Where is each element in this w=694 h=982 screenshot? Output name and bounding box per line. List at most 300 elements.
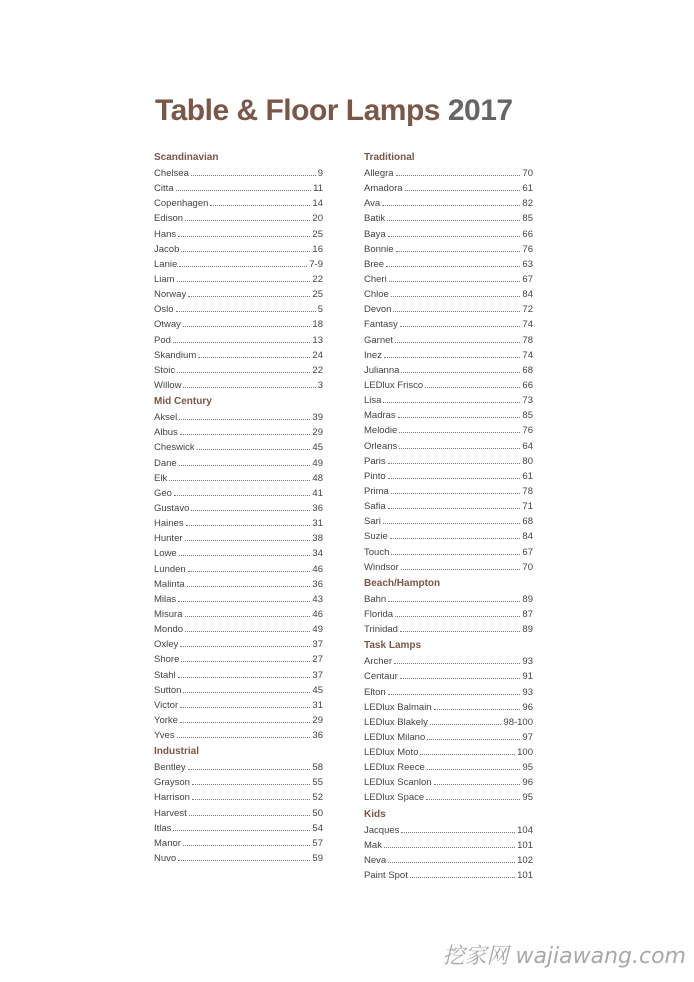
entry-name: Bahn (364, 593, 387, 605)
index-entry (154, 241, 323, 256)
entry-page: 36 (312, 578, 323, 590)
entry-page: 95 (522, 792, 533, 804)
category-heading: Task Lamps (364, 640, 422, 652)
dot-leader (198, 347, 310, 358)
entry-name: Julianna (364, 364, 400, 376)
entry-name: Yorke (154, 714, 178, 726)
entry-page: 76 (522, 243, 533, 255)
entry-page: 101 (517, 839, 533, 851)
entry-page: 95 (522, 762, 533, 774)
entry-name: Willow (154, 379, 182, 391)
dot-leader (388, 684, 521, 695)
index-entry (364, 332, 533, 347)
entry-name: Sari (364, 516, 381, 528)
dot-leader (387, 210, 520, 221)
entry-name: Cheswick (154, 442, 195, 454)
index-entry (364, 165, 533, 180)
dot-leader (192, 774, 311, 785)
index-entry (364, 195, 533, 210)
entry-page: 66 (522, 379, 533, 391)
entry-name: Pinto (364, 470, 386, 482)
entry-page: 85 (522, 213, 533, 225)
entry-name: Elton (364, 686, 386, 698)
dot-leader (386, 256, 520, 267)
dot-leader (177, 271, 311, 282)
index-entry (154, 195, 323, 210)
index-entry (364, 653, 533, 668)
dot-leader (390, 528, 521, 539)
entry-page: 91 (522, 671, 533, 683)
dot-leader (180, 636, 310, 647)
dot-leader (427, 729, 520, 740)
index-entry (364, 468, 533, 483)
entry-name: Liam (154, 273, 175, 285)
dot-leader (389, 271, 521, 282)
dot-leader (197, 439, 311, 450)
dot-leader (179, 409, 310, 420)
index-entry (364, 407, 533, 422)
dot-leader (401, 559, 521, 570)
dot-leader (185, 210, 310, 221)
index-entry (154, 347, 323, 362)
entry-name: Bonnie (364, 243, 394, 255)
index-entry (364, 714, 533, 729)
index-entry (154, 409, 323, 424)
entry-name: Pod (154, 334, 171, 346)
entry-name: Baya (364, 228, 386, 240)
index-column-left (154, 150, 323, 865)
entry-page: 76 (522, 425, 533, 437)
dot-leader (388, 468, 521, 479)
entry-page: 14 (312, 198, 323, 210)
entry-page: 18 (312, 319, 323, 331)
entry-name: Neva (364, 854, 387, 866)
entry-page: 104 (517, 824, 533, 836)
dot-leader (383, 392, 520, 403)
entry-page: 46 (312, 563, 323, 575)
dot-leader (180, 424, 311, 435)
dot-leader (186, 515, 311, 526)
index-entry (364, 606, 533, 621)
entry-name: Hunter (154, 533, 183, 545)
entry-name: Touch (364, 546, 390, 558)
entry-name: LEDlux Space (364, 792, 425, 804)
dot-leader (189, 805, 311, 816)
dot-leader (188, 759, 311, 770)
category-heading: Beach/Hampton (364, 577, 441, 589)
entry-name: Jacques (364, 824, 400, 836)
entry-name: Fantasy (364, 319, 398, 331)
index-entry (154, 332, 323, 347)
entry-page: 98-100 (503, 716, 533, 728)
entry-page: 27 (312, 654, 323, 666)
entry-page: 74 (522, 319, 533, 331)
entry-name: Nuvo (154, 853, 177, 865)
entry-page: 9 (317, 168, 323, 179)
index-entry (154, 576, 323, 591)
index-entry (364, 362, 533, 377)
entry-page: 61 (522, 183, 533, 195)
index-entry (154, 286, 323, 301)
index-entry (364, 392, 533, 407)
dot-leader (400, 668, 521, 679)
entry-name: Harrison (154, 792, 190, 804)
entry-page: 63 (522, 258, 533, 270)
index-entry (364, 271, 533, 286)
dot-leader (178, 226, 310, 237)
entry-name: Elk (154, 472, 168, 484)
entry-page: 37 (312, 669, 323, 681)
entry-name: LEDlux Scanlon (364, 777, 432, 789)
category-heading: Industrial (154, 746, 200, 758)
index-entry (364, 180, 533, 195)
entry-page: 11 (313, 183, 323, 195)
dot-leader (191, 165, 316, 176)
entry-page: 102 (517, 854, 533, 866)
entry-name: Garnet (364, 334, 394, 346)
dot-leader (388, 852, 515, 863)
entry-page: 31 (312, 518, 323, 530)
watermark: 挖家网 wajiawang.com (442, 944, 686, 969)
entry-name: Norway (154, 289, 187, 301)
category-heading: Mid Century (154, 396, 212, 408)
entry-name: LEDlux Frisco (364, 379, 424, 391)
entry-page: 89 (522, 624, 533, 636)
entry-name: Mak (364, 839, 382, 851)
index-entry (154, 774, 323, 789)
entry-page: 96 (522, 701, 533, 713)
dot-leader (425, 377, 520, 388)
dot-leader (183, 316, 310, 327)
entry-page: 78 (522, 485, 533, 497)
dot-leader (388, 453, 521, 464)
dot-leader (179, 455, 311, 466)
index-entry (154, 697, 323, 712)
index-entry (154, 530, 323, 545)
dot-leader (210, 195, 310, 206)
page-title (155, 93, 513, 129)
page-title-main: Table & Floor Lamps (155, 94, 440, 127)
index-entry (154, 591, 323, 606)
entry-name: Trinidad (364, 624, 398, 636)
entry-page: 46 (312, 608, 323, 620)
index-entry (364, 483, 533, 498)
entry-page: 7-9 (309, 258, 323, 270)
index-entry (364, 668, 533, 683)
entry-name: Melodie (364, 425, 398, 437)
entry-name: Cheri (364, 273, 387, 285)
entry-page: 70 (522, 168, 533, 179)
entry-name: Albus (154, 427, 178, 439)
entry-page: 89 (522, 593, 533, 605)
entry-page: 34 (312, 548, 323, 560)
entry-page: 45 (312, 684, 323, 696)
entry-name: Misura (154, 608, 183, 620)
dot-leader (173, 332, 311, 343)
entry-name: LEDlux Blakely (364, 716, 428, 728)
entry-name: Lisa (364, 395, 382, 407)
index-entry (154, 682, 323, 697)
entry-page: 55 (312, 777, 323, 789)
entry-name: Manor (154, 837, 181, 849)
entry-page: 70 (522, 561, 533, 573)
entry-name: Allegra (364, 168, 394, 179)
entry-page: 49 (312, 624, 323, 636)
entry-name: Shore (154, 654, 180, 666)
entry-name: Skandium (154, 349, 197, 361)
dot-leader (177, 727, 311, 738)
index-entry (154, 759, 323, 774)
entry-page: 68 (522, 516, 533, 528)
index-entry (154, 165, 323, 180)
dot-leader (183, 682, 310, 693)
index-entry (364, 837, 533, 852)
entry-page: 64 (522, 440, 533, 452)
entry-page: 16 (312, 243, 323, 255)
entry-name: Inez (364, 349, 382, 361)
index-entry (364, 301, 533, 316)
entry-name: Devon (364, 304, 392, 316)
dot-leader (391, 544, 520, 555)
entry-page: 87 (522, 608, 533, 620)
entry-name: LEDlux Balmain (364, 701, 432, 713)
entry-page: 29 (312, 427, 323, 439)
entry-name: Florida (364, 608, 394, 620)
dot-leader (180, 697, 310, 708)
entry-page: 25 (312, 289, 323, 301)
dot-leader (399, 422, 520, 433)
entry-name: Bree (364, 258, 385, 270)
index-entry (154, 180, 323, 195)
entry-page: 39 (312, 412, 323, 424)
entry-page: 74 (522, 349, 533, 361)
dot-leader (384, 347, 520, 358)
entry-name: Archer (364, 656, 392, 668)
entry-name: Amadora (364, 183, 403, 195)
index-entry (364, 256, 533, 271)
index-entry (364, 544, 533, 559)
dot-leader (178, 850, 310, 861)
dot-leader (399, 438, 520, 449)
entry-name: Yves (154, 730, 175, 742)
dot-leader (185, 621, 310, 632)
index-entry (154, 805, 323, 820)
entry-page: 24 (312, 349, 323, 361)
index-entry (154, 712, 323, 727)
dot-leader (396, 165, 521, 176)
index-entry (154, 789, 323, 804)
index-entry (154, 606, 323, 621)
entry-name: LEDlux Reece (364, 762, 425, 774)
entry-page: 22 (312, 273, 323, 285)
entry-page: 67 (522, 546, 533, 558)
index-entry (154, 210, 323, 225)
entry-name: Lowe (154, 548, 177, 560)
entry-name: Haines (154, 518, 184, 530)
entry-page: 38 (312, 533, 323, 545)
entry-name: Copenhagen (154, 198, 209, 210)
index-entry (154, 470, 323, 485)
dot-leader (384, 837, 515, 848)
dot-leader (400, 621, 520, 632)
entry-page: 36 (312, 502, 323, 514)
index-entry (364, 498, 533, 513)
entry-name: Grayson (154, 777, 190, 789)
index-entry (364, 822, 533, 837)
dot-leader (426, 789, 520, 800)
entry-name: Edison (154, 213, 184, 225)
entry-name: Safia (364, 501, 386, 513)
entry-name: Ava (364, 198, 381, 210)
entry-page: 48 (312, 472, 323, 484)
dot-leader (382, 195, 520, 206)
index-entry (154, 316, 323, 331)
entry-name: Prima (364, 485, 389, 497)
index-entry (364, 226, 533, 241)
category-heading: Kids (364, 808, 386, 820)
index-entry (154, 455, 323, 470)
dot-leader (188, 286, 310, 297)
entry-page: 58 (312, 762, 323, 774)
index-entry (154, 835, 323, 850)
entry-page: 82 (522, 198, 533, 210)
dot-leader (181, 241, 310, 252)
entry-page: 72 (522, 304, 533, 316)
category-heading: Scandinavian (154, 152, 219, 163)
entry-page: 50 (312, 807, 323, 819)
entry-name: Hans (154, 228, 177, 240)
entry-page: 73 (522, 395, 533, 407)
category-heading: Traditional (364, 152, 415, 163)
dot-leader (188, 561, 311, 572)
entry-name: Windsor (364, 561, 399, 573)
index-entry (364, 453, 533, 468)
dot-leader (398, 407, 521, 418)
index-entry (364, 729, 533, 744)
entry-page: 78 (522, 334, 533, 346)
entry-page: 25 (312, 228, 323, 240)
index-entry (154, 850, 323, 865)
entry-page: 96 (522, 777, 533, 789)
index-entry (154, 485, 323, 500)
dot-leader (391, 286, 521, 297)
dot-leader (179, 545, 311, 556)
entry-page: 3 (317, 379, 323, 391)
entry-name: Milas (154, 593, 177, 605)
entry-page: 85 (522, 410, 533, 422)
entry-page: 101 (517, 870, 533, 882)
index-entry (154, 256, 323, 271)
dot-leader (395, 606, 520, 617)
dot-leader (427, 759, 521, 770)
index-entry (364, 438, 533, 453)
index-entry (154, 515, 323, 530)
entry-name: Citta (154, 183, 174, 195)
entry-name: Aksel (154, 412, 178, 424)
entry-page: 20 (312, 213, 323, 225)
dot-leader (396, 241, 521, 252)
index-entry (154, 636, 323, 651)
dot-leader (405, 180, 521, 191)
entry-name: LEDlux Milano (364, 731, 426, 743)
entry-page: 100 (517, 747, 533, 759)
index-entry (364, 591, 533, 606)
dot-leader (183, 377, 315, 388)
dot-leader (410, 867, 515, 878)
entry-page: 61 (522, 470, 533, 482)
index-entry (154, 362, 323, 377)
dot-leader (401, 822, 515, 833)
entry-page: 49 (312, 457, 323, 469)
index-entry (364, 377, 533, 392)
entry-name: Itlas (154, 822, 172, 834)
dot-leader (180, 712, 310, 723)
entry-name: Lunden (154, 563, 186, 575)
dot-leader (181, 651, 310, 662)
entry-name: Oslo (154, 304, 174, 316)
index-entry (364, 513, 533, 528)
index-entry (364, 241, 533, 256)
dot-leader (420, 744, 515, 755)
index-entry (364, 867, 533, 882)
index-entry (154, 377, 323, 392)
entry-page: 97 (522, 731, 533, 743)
entry-page: 66 (522, 228, 533, 240)
entry-name: Bentley (154, 762, 186, 774)
entry-page: 93 (522, 686, 533, 698)
entry-page: 67 (522, 273, 533, 285)
dot-leader (185, 530, 311, 541)
dot-leader (191, 500, 310, 511)
entry-name: Chelsea (154, 168, 189, 179)
entry-page: 84 (522, 289, 533, 301)
entry-page: 84 (522, 531, 533, 543)
entry-name: Batik (364, 213, 386, 225)
entry-name: Jacob (154, 243, 180, 255)
page-title-year: 2017 (447, 94, 513, 127)
dot-leader (176, 180, 312, 191)
entry-name: LEDlux Moto (364, 747, 419, 759)
dot-leader (169, 470, 310, 481)
dot-leader (391, 483, 521, 494)
dot-leader (176, 301, 316, 312)
dot-leader (400, 316, 521, 327)
index-entry (154, 226, 323, 241)
dot-leader (430, 714, 502, 725)
index-entry (154, 621, 323, 636)
entry-page: 31 (312, 699, 323, 711)
entry-name: Sutton (154, 684, 182, 696)
dot-leader (388, 226, 521, 237)
entry-page: 57 (312, 837, 323, 849)
entry-page: 41 (312, 487, 323, 499)
index-entry (154, 727, 323, 742)
dot-leader (434, 774, 521, 785)
dot-leader (177, 362, 310, 373)
dot-leader (178, 667, 311, 678)
index-entry (154, 439, 323, 454)
index-entry (154, 667, 323, 682)
index-entry (154, 271, 323, 286)
entry-page: 68 (522, 364, 533, 376)
dot-leader (395, 332, 520, 343)
entry-name: Otway (154, 319, 181, 331)
index-entry (364, 759, 533, 774)
entry-name: Madras (364, 410, 396, 422)
index-entry (364, 789, 533, 804)
entry-name: Paint Spot (364, 870, 408, 882)
index-entry (364, 316, 533, 331)
